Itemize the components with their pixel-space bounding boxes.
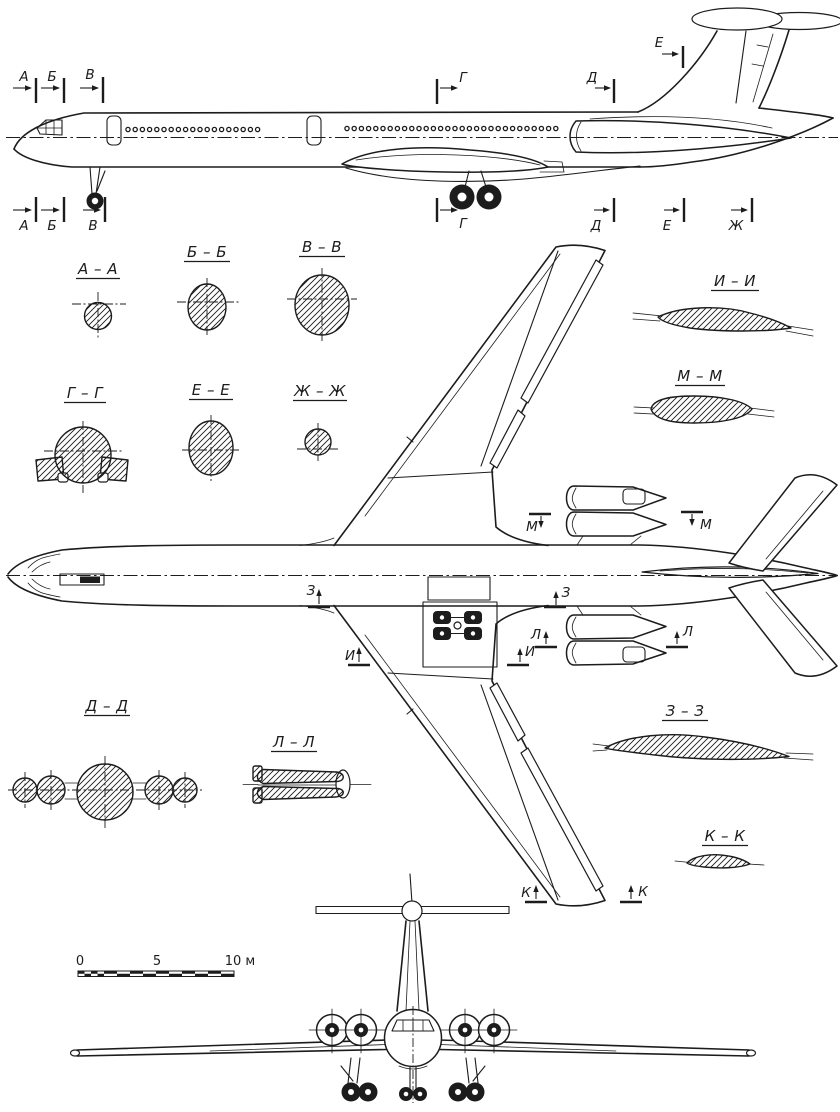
cut-marker-arrowhead-icon — [533, 885, 538, 892]
cabin-window — [510, 126, 514, 130]
cabin-window — [126, 127, 130, 131]
side-view — [6, 8, 840, 210]
cut-marker-letter: Е — [654, 35, 664, 51]
cabin-window — [241, 127, 245, 131]
cabin-window — [403, 126, 407, 130]
front-view — [71, 874, 756, 1103]
fin-front — [397, 921, 428, 1011]
section-zh-zh-shape — [297, 423, 339, 461]
fin-mast — [410, 874, 412, 903]
cabin-window — [148, 127, 152, 131]
cabin-window — [388, 126, 392, 130]
cabin-window — [352, 126, 356, 130]
cabin-window — [547, 126, 551, 130]
cut-marker-Б-bottom — [41, 197, 64, 234]
section-k-k-airfoil — [675, 855, 764, 868]
tail-bullet-fairing — [692, 8, 782, 30]
nose-gear-door-plan — [80, 577, 100, 584]
cut-marker-letter: Г — [459, 216, 467, 232]
cut-marker-arrowhead-icon — [603, 207, 610, 212]
scale-bar — [76, 954, 255, 977]
cabin-window — [345, 126, 349, 130]
wing-side-profile — [342, 148, 548, 172]
scale-bar-segment — [143, 974, 156, 977]
cut-marker-letter: И — [524, 644, 536, 660]
rudder-hinge-line — [736, 31, 746, 103]
cabin-window — [518, 126, 522, 130]
cabin-window — [410, 126, 414, 130]
cut-marker-arrowhead-icon — [604, 85, 611, 90]
cut-marker-И-right — [507, 644, 535, 665]
section-b-b-shape — [177, 278, 239, 336]
cabin-window — [539, 126, 543, 130]
cut-marker-arrowhead-icon — [538, 521, 543, 528]
section-e-e-shape — [182, 415, 240, 481]
cut-marker-letter: Л — [682, 624, 694, 640]
cabin-window — [212, 127, 216, 131]
cut-marker-М-left — [526, 514, 551, 535]
cabin-window — [374, 126, 378, 130]
scale-bar-segment — [85, 974, 92, 977]
scale-bar-layer — [76, 954, 255, 977]
cabin-window — [496, 126, 500, 130]
section-label-text: Ж – Ж — [294, 382, 346, 400]
section-label-g-g — [64, 384, 106, 403]
section-z-z-airfoil — [593, 735, 813, 760]
cabin-window — [532, 126, 536, 130]
scale-bar-segment — [104, 971, 117, 974]
cut-marker-Ж-bottom — [728, 198, 752, 234]
cabin-window — [359, 126, 363, 130]
cut-marker-arrowhead-icon — [674, 631, 679, 638]
cut-marker-А-bottom — [13, 197, 36, 234]
section-i-i-airfoil — [633, 308, 813, 336]
scale-label: 0 — [75, 954, 85, 969]
section-label-text: М – М — [677, 367, 723, 385]
cut-marker-letter: В — [88, 218, 98, 234]
cabin-door-front — [107, 116, 121, 145]
section-label-text: А – А — [77, 260, 119, 278]
cabin-window — [191, 127, 195, 131]
cut-marker-В-top — [80, 67, 103, 103]
scale-bar-segment — [78, 971, 85, 974]
scale-label: 5 — [152, 954, 162, 969]
tail-fin-trailing-edge — [759, 30, 789, 108]
cut-marker-arrowhead-icon — [451, 85, 458, 90]
cabin-window — [417, 126, 421, 130]
engine-nacelles-upper-plan — [567, 486, 667, 545]
scale-bar-segment — [182, 971, 195, 974]
cut-marker-letter: К — [638, 884, 648, 900]
cabin-window — [220, 127, 224, 131]
cabin-window — [467, 126, 471, 130]
cut-marker-letter: И — [344, 648, 356, 664]
cut-marker-letter: Б — [47, 69, 57, 85]
cabin-window — [367, 126, 371, 130]
section-m-m-airfoil — [634, 396, 774, 423]
cut-marker-arrowhead-icon — [672, 51, 679, 56]
cut-marker-arrowhead-icon — [741, 207, 748, 212]
section-label-text: И – И — [714, 272, 756, 290]
cut-marker-З-right — [544, 585, 571, 607]
cut-marker-М-right — [681, 512, 712, 533]
fuselage-belly — [14, 149, 640, 167]
cabin-window — [248, 127, 252, 131]
cut-marker-arrowhead-icon — [356, 647, 361, 654]
rear-fuselage-top — [759, 108, 833, 118]
scale-bar-segment — [130, 971, 143, 974]
cut-marker-letter: Г — [459, 70, 467, 86]
cabin-window — [453, 126, 457, 130]
cut-marker-letter: Д — [586, 70, 598, 86]
cut-marker-Е-bottom — [663, 198, 684, 234]
section-label-text: Г – Г — [66, 384, 104, 402]
section-d-d-shape — [8, 756, 202, 828]
section-label-text: Д – Д — [85, 697, 129, 715]
cabin-window — [525, 126, 529, 130]
engine-nacelles-lower-plan — [567, 606, 667, 665]
stabilizer-lower-plan — [729, 580, 837, 676]
cut-marker-arrowhead-icon — [316, 589, 321, 596]
scale-bar-segment — [156, 971, 169, 974]
section-label-text: З – З — [665, 702, 705, 720]
cabin-window — [205, 127, 209, 131]
cabin-window — [395, 126, 399, 130]
cut-marker-letter: Ж — [728, 218, 744, 234]
cut-marker-arrowhead-icon — [689, 519, 694, 526]
cut-marker-arrowhead-icon — [553, 591, 558, 598]
section-label-zh-zh — [293, 382, 347, 401]
cabin-window — [489, 126, 493, 130]
cabin-window — [503, 126, 507, 130]
cut-marker-arrowhead-icon — [628, 885, 633, 892]
cut-marker-letter: Б — [47, 218, 57, 234]
cabin-window — [460, 126, 464, 130]
main-gear-bogie-plan — [433, 611, 482, 640]
cabin-window — [381, 126, 385, 130]
section-label-text: Б – Б — [186, 243, 228, 261]
tail-fin-leading-edge — [638, 31, 717, 112]
section-label-b-b — [184, 243, 230, 262]
scale-bar-segment — [169, 974, 182, 977]
cabin-window — [431, 126, 435, 130]
rudder-strip — [752, 34, 773, 102]
bullet-fairing-front — [402, 901, 422, 921]
cabin-window — [198, 127, 202, 131]
fuselage-top-outline — [14, 112, 638, 149]
section-label-e-e — [189, 381, 233, 400]
cut-marker-arrowhead-icon — [25, 85, 32, 90]
cut-marker-arrowhead-icon — [517, 648, 522, 655]
cut-marker-arrowhead-icon — [53, 207, 60, 212]
section-label-text: В – В — [301, 238, 343, 256]
scale-bar-segment — [117, 974, 130, 977]
cabin-window — [234, 127, 238, 131]
cut-marker-Б-top — [41, 69, 64, 103]
section-label-m-m — [675, 367, 725, 386]
cut-marker-Е-top — [655, 35, 683, 68]
cut-marker-letter: З — [561, 585, 571, 601]
scale-bar-segment — [208, 971, 221, 974]
cut-marker-arrowhead-icon — [673, 207, 680, 212]
cabin-door-mid — [307, 116, 321, 145]
section-label-d-d — [84, 697, 130, 716]
gear-bay-plan-inner — [428, 577, 490, 600]
cabin-window — [475, 126, 479, 130]
plan-view — [6, 245, 838, 906]
scale-bar-segment — [98, 974, 105, 977]
plan-fuselage-lower-edge — [8, 576, 837, 607]
section-label-l-l — [271, 733, 317, 752]
scale-bar-segment — [91, 971, 98, 974]
scale-bar-segment — [221, 974, 234, 977]
cut-marker-letter: Д — [590, 218, 602, 234]
section-g-g-shape — [36, 421, 128, 493]
cabin-window — [424, 126, 428, 130]
section-label-text: К – К — [704, 827, 746, 845]
section-label-text: Е – Е — [191, 381, 231, 399]
cut-marker-Г-top — [437, 70, 468, 104]
cabin-window — [554, 126, 558, 130]
cabin-window — [155, 127, 159, 131]
cabin-window-row-2 — [345, 126, 558, 130]
scale-label: 10 м — [224, 954, 256, 969]
cut-marker-А-top — [13, 69, 36, 103]
section-a-a-shape — [72, 292, 126, 340]
cut-marker-arrowhead-icon — [92, 85, 99, 90]
section-label-v-v — [299, 238, 345, 257]
cut-marker-arrowhead-icon — [53, 85, 60, 90]
cabin-window-row-1 — [126, 127, 260, 131]
stabilizer-upper-plan — [729, 475, 837, 571]
cut-marker-К-right — [620, 884, 649, 902]
cut-marker-letter: А — [19, 218, 29, 234]
cut-marker-letter: М — [526, 519, 538, 535]
cut-marker-Д-top — [586, 70, 614, 103]
section-label-k-k — [702, 827, 748, 846]
cabin-window — [162, 127, 166, 131]
cabin-window — [256, 127, 260, 131]
cut-marker-letter: К — [521, 885, 531, 901]
cabin-window — [169, 127, 173, 131]
main-landing-gear-side — [450, 171, 502, 210]
cabin-window — [446, 126, 450, 130]
cut-marker-letter: М — [700, 517, 712, 533]
cabin-window — [482, 126, 486, 130]
cabin-window — [140, 127, 144, 131]
cut-marker-arrowhead-icon — [543, 631, 548, 638]
cabin-window — [439, 126, 443, 130]
section-label-z-z — [662, 702, 708, 721]
cut-marker-arrowhead-icon — [25, 207, 32, 212]
cut-marker-letter: Л — [530, 627, 542, 643]
cut-marker-Д-bottom — [590, 198, 614, 234]
scale-bar-segment — [195, 974, 208, 977]
section-l-l-shape — [243, 766, 371, 803]
cut-marker-letter: В — [85, 67, 95, 83]
cut-marker-letter: Е — [662, 218, 672, 234]
nose-landing-gear — [87, 167, 106, 210]
cabin-window — [133, 127, 137, 131]
cabin-window — [176, 127, 180, 131]
cut-marker-letter: З — [306, 583, 316, 599]
cabin-window — [184, 127, 188, 131]
section-label-a-a — [76, 260, 120, 279]
section-label-i-i — [711, 272, 759, 291]
cut-marker-letter: А — [19, 69, 29, 85]
cabin-window — [227, 127, 231, 131]
section-v-v-shape — [287, 268, 357, 342]
cut-marker-Л-right — [666, 624, 693, 647]
cut-marker-З-left — [307, 583, 330, 607]
section-label-text: Л – Л — [272, 733, 316, 751]
